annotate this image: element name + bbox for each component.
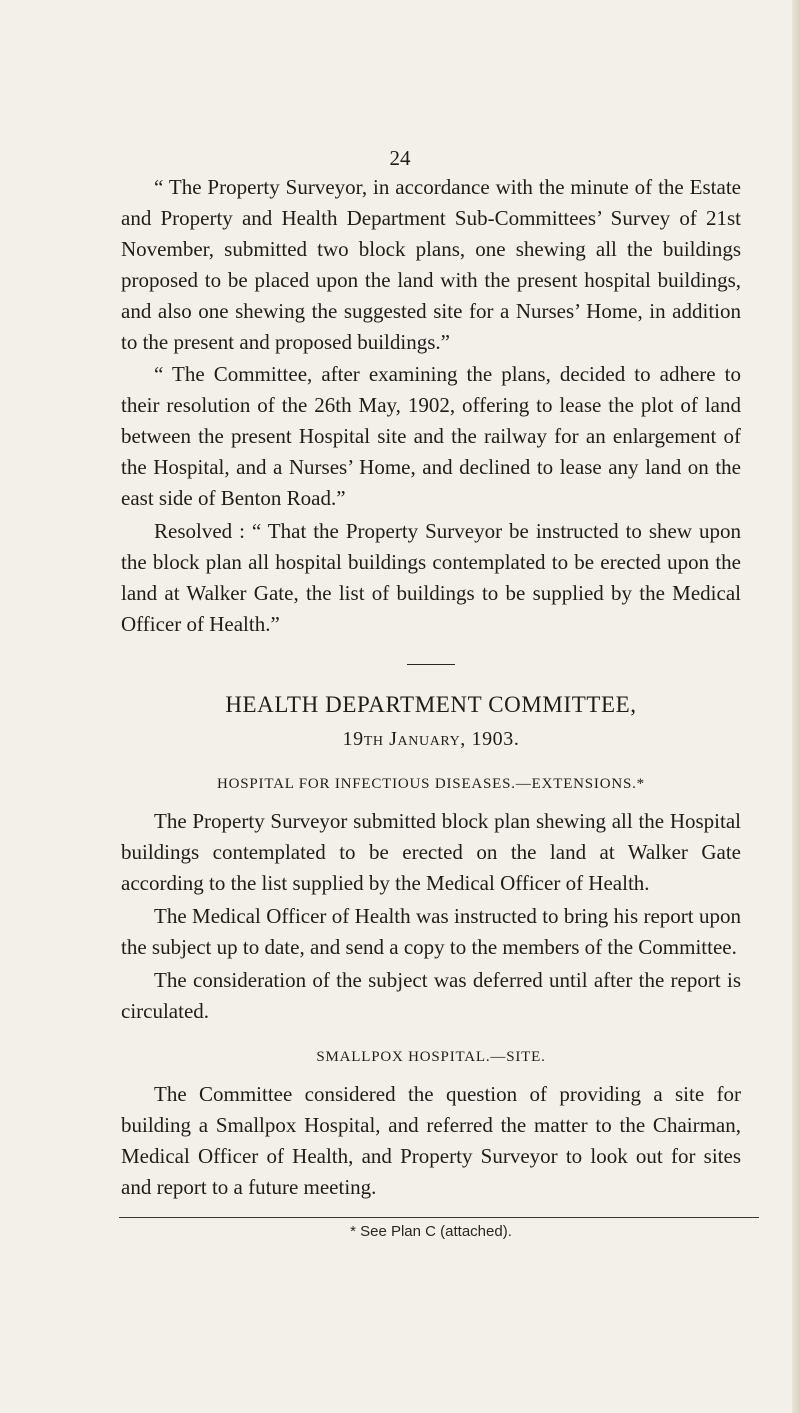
paragraph-resolution: Resolved : “ That the Property Surveyor be instructed to shew upon the block plan all hospital buildings contemplated to be erected upon the land at Walker Gate, the list of buildings to be supplied by the Medical Officer of Health.”: [121, 519, 741, 636]
page-number: 24: [389, 146, 411, 170]
committee-title: HEALTH DEPARTMENT COMMITTEE,: [225, 692, 637, 717]
paragraph-smallpox: The Committee considered the question of providing a site for building a Smallpox Hospital, and referred the matter to the Chairman, Medical Officer of Health, and Property Surveyor to look out for sites and report to a future meeting.: [121, 1082, 741, 1199]
footnote-rule: [119, 1217, 759, 1218]
document-body: [121, 172, 741, 1242]
heading-smallpox-site: SMALLPOX HOSPITAL.—SITE.: [316, 1049, 546, 1065]
paragraph-surveyor-plans: “ The Property Surveyor, in accordance with the minute of the Estate and Property and Health Department Sub-Committees’ Survey of 21st November, submitted two block plans, one shewing all the buildings proposed to be placed upon the land with the present hospital buildings, and also one shewing the suggested site for a Nurses’ Home, in addition to the present and proposed buildings.”: [121, 175, 741, 354]
heading-infectious-diseases: HOSPITAL FOR INFECTIOUS DISEASES.—EXTENSIONS.*: [217, 776, 645, 792]
committee-date: 19th January, 1903.: [342, 728, 520, 750]
paragraph-block-plan: The Property Surveyor submitted block plan shewing all the Hospital buildings contemplated to be erected on the land at Walker Gate according to the list supplied by the Medical Officer of Health.: [121, 809, 741, 895]
section-divider: [407, 664, 455, 665]
paragraph-moh-report: The Medical Officer of Health was instructed to bring his report upon the subject up to date, and send a copy to the members of the Committee.: [121, 904, 741, 959]
paragraph-committee-decision: “ The Committee, after examining the plans, decided to adhere to their resolution of the 26th May, 1902, offering to lease the plot of land between the present Hospital site and the railway for an enlargement of the Hospital, and a Nurses’ Home, and declined to lease any land on the east side of Benton Road.”: [121, 362, 741, 510]
page-edge-shadow: [792, 0, 800, 1413]
footnote: * See Plan C (attached).: [350, 1223, 512, 1240]
paragraph-deferred: The consideration of the subject was deferred until after the report is circulated.: [121, 968, 741, 1023]
